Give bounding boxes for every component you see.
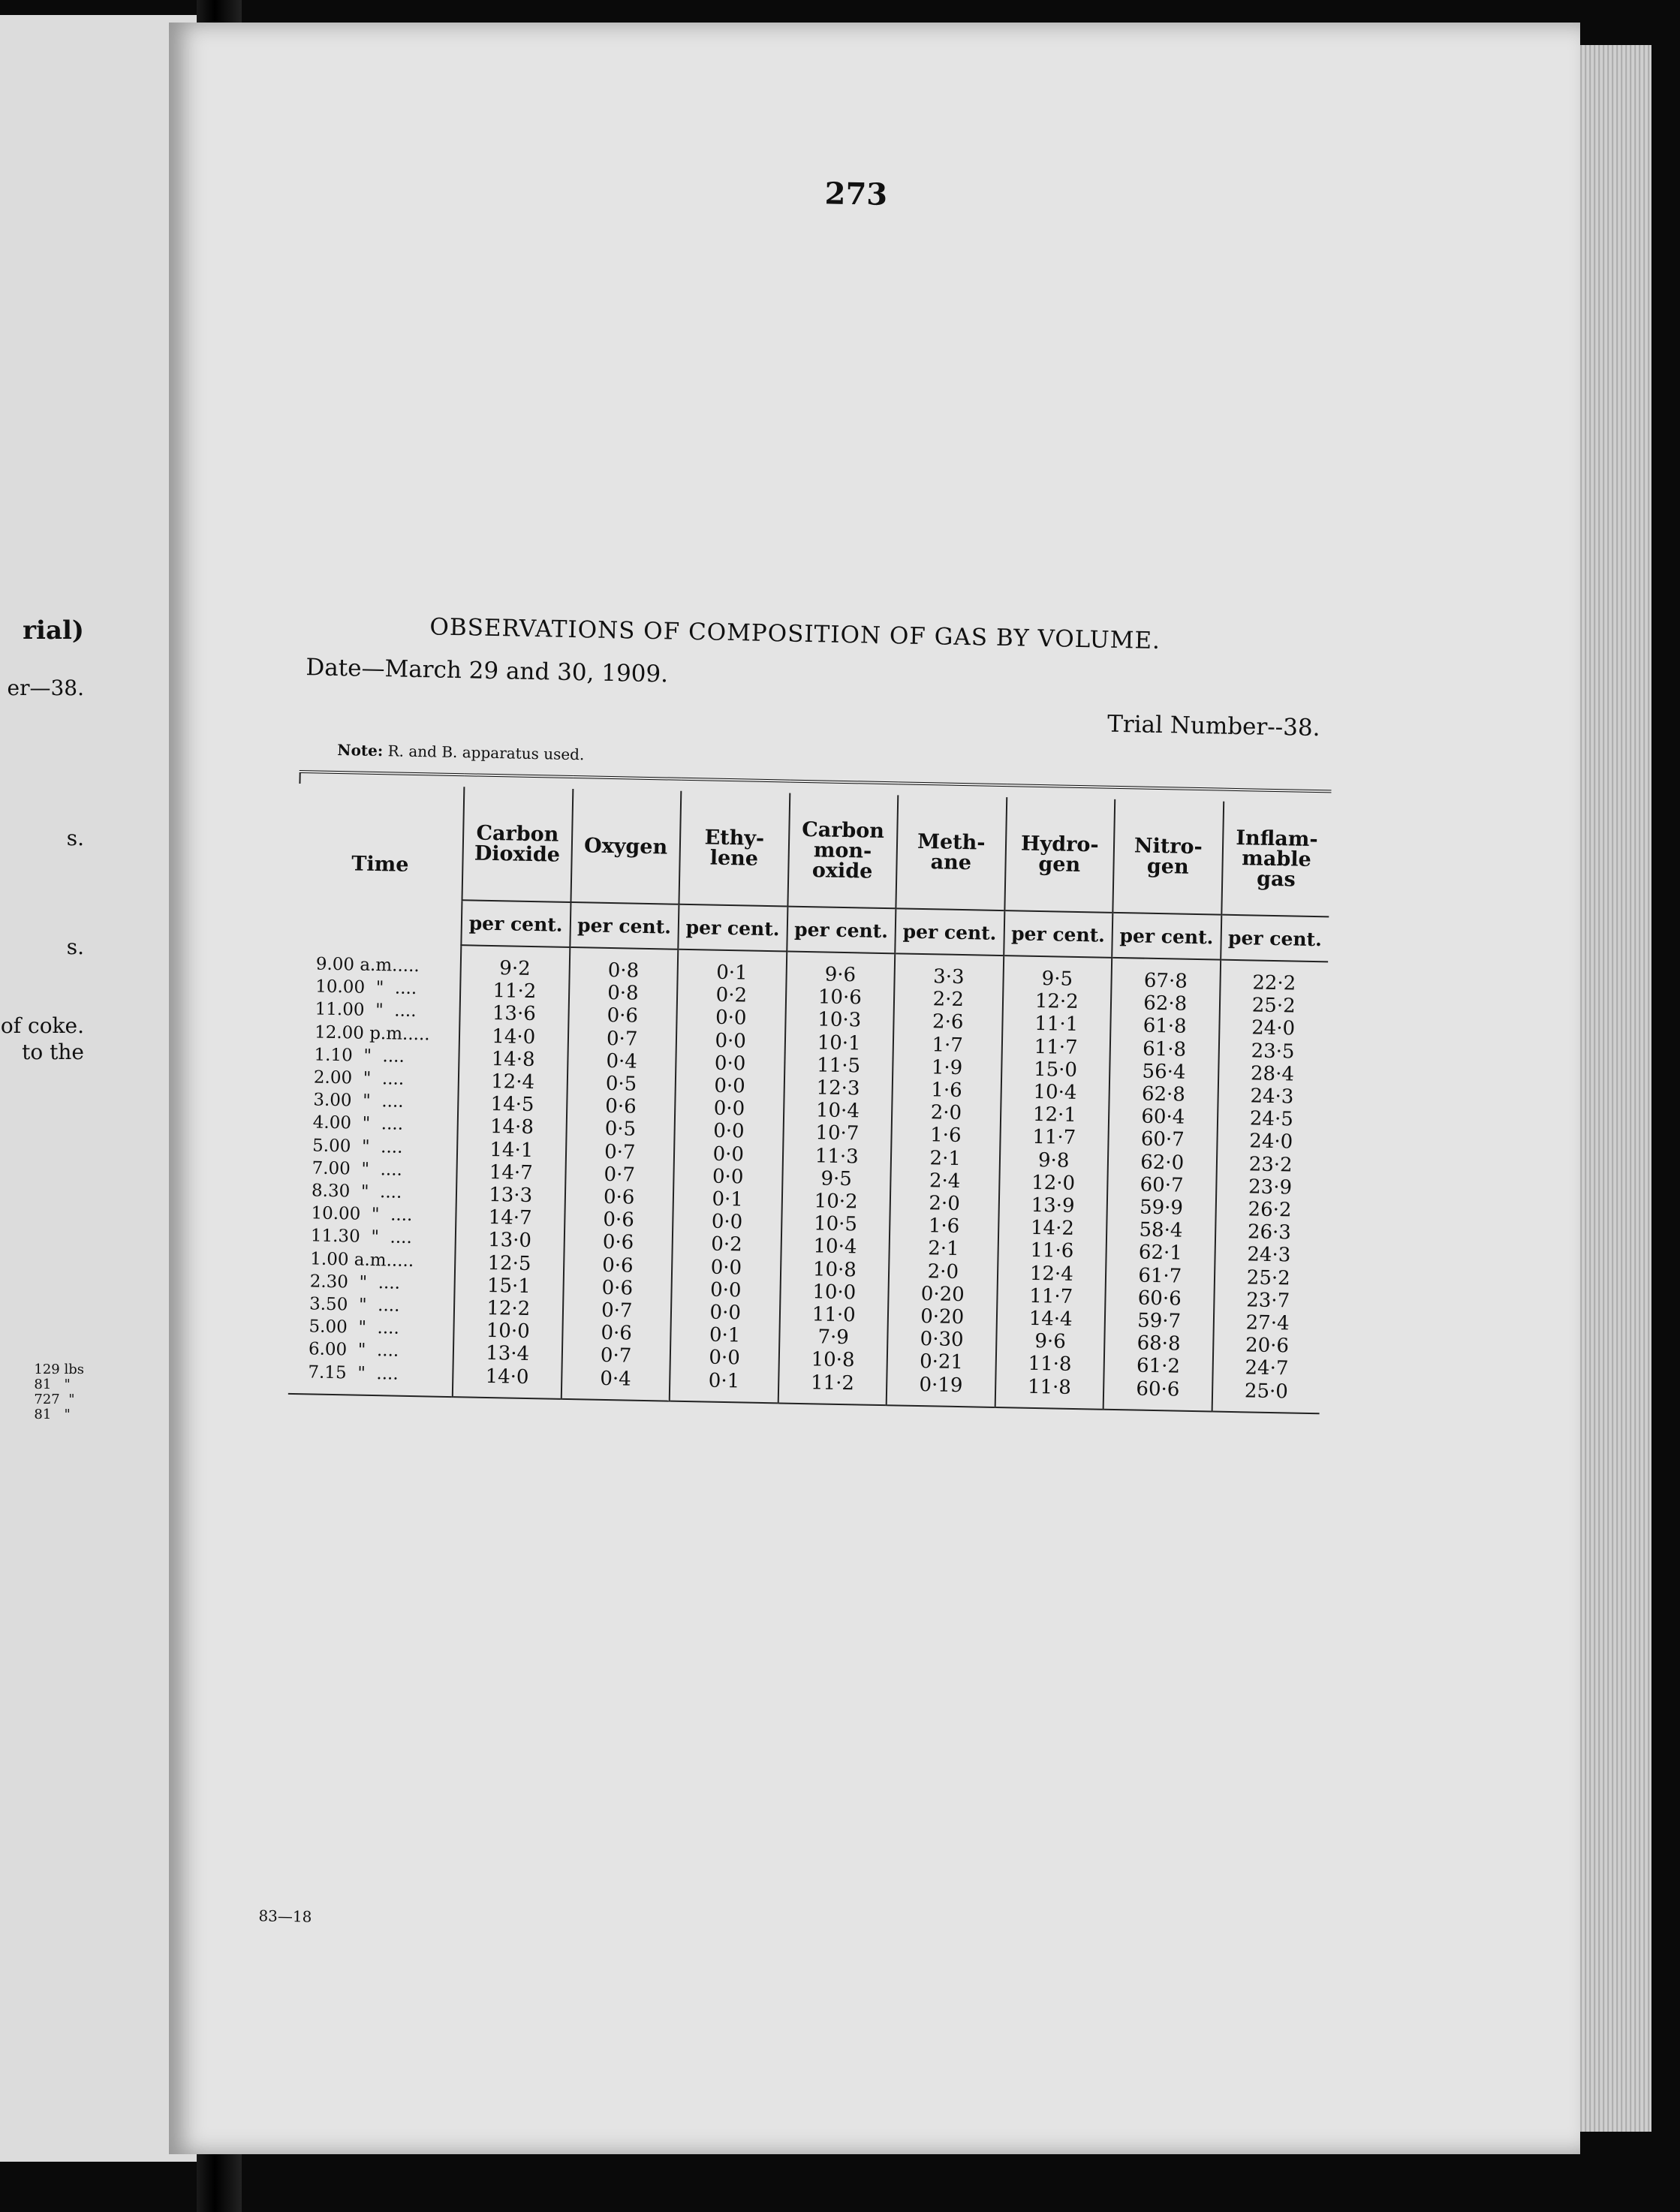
methane-cell: 0·20 bbox=[920, 1305, 965, 1329]
oxygen-cell: 0·6 bbox=[601, 1322, 633, 1345]
left-page-mark-1: s. bbox=[66, 826, 84, 850]
carbon-dioxide-cell: 9·2 bbox=[499, 957, 531, 980]
carbon-dioxide-cell: 13·3 bbox=[488, 1184, 533, 1208]
hydrogen-cell: 11·8 bbox=[1028, 1353, 1072, 1377]
carbon-dioxide-cell: 14·5 bbox=[490, 1093, 534, 1117]
nitrogen-cell: 62·8 bbox=[1141, 1082, 1186, 1106]
inflammable-gas-cell: 26·3 bbox=[1247, 1220, 1292, 1244]
hydrogen-cell: 12·0 bbox=[1031, 1171, 1076, 1195]
oxygen-cell: 0·7 bbox=[604, 1163, 636, 1187]
nitrogen-cell: 56·4 bbox=[1142, 1060, 1186, 1084]
ethylene-cell: 0·0 bbox=[709, 1278, 742, 1302]
ethylene-cell: 0·0 bbox=[714, 1052, 746, 1076]
methane-cell: 2·0 bbox=[927, 1259, 959, 1284]
carbon-dioxide-cell: 14·7 bbox=[488, 1206, 532, 1230]
left-page-mark-2: s. bbox=[66, 934, 84, 959]
hydrogen-cell: 10·4 bbox=[1033, 1080, 1077, 1104]
date-line: Date—March 29 and 30, 1909. bbox=[306, 654, 669, 688]
carbon-dioxide-cell: 14·7 bbox=[489, 1160, 534, 1184]
nitrogen-cell: 62·0 bbox=[1140, 1151, 1185, 1175]
carbon-dioxide-cell: 13·4 bbox=[485, 1342, 530, 1366]
ethylene-cell: 0·0 bbox=[712, 1165, 744, 1189]
oxygen-cell: 0·7 bbox=[601, 1299, 633, 1323]
hydrogen-cell: 11·1 bbox=[1034, 1013, 1079, 1037]
left-page-heading: rial) bbox=[23, 615, 84, 646]
oxygen-cell: 0·7 bbox=[606, 1027, 638, 1051]
footer-signature: 83—18 bbox=[258, 1907, 312, 1926]
oxygen-cell: 0·7 bbox=[600, 1344, 632, 1368]
carbon-dioxide-cell: 13·6 bbox=[492, 1002, 537, 1026]
methane-cell: 1·9 bbox=[931, 1056, 963, 1079]
carbon-monoxide-cell: 9·5 bbox=[820, 1167, 853, 1191]
methane-cell: 1·6 bbox=[928, 1214, 960, 1238]
nitrogen-cell: 59·7 bbox=[1137, 1309, 1182, 1333]
header-inflammable-gas: Inflam- mable gas bbox=[1221, 802, 1331, 917]
oxygen-cell: 0·8 bbox=[607, 959, 640, 983]
ethylene-cell: 0·1 bbox=[709, 1323, 741, 1347]
unit-methane: per cent. bbox=[895, 908, 1004, 956]
column-carbon-dioxide bbox=[453, 945, 570, 1399]
carbon-monoxide-cell: 10·8 bbox=[811, 1348, 855, 1372]
column-inflammable-gas bbox=[1212, 960, 1328, 1414]
left-page-text-2: to the bbox=[22, 1040, 84, 1064]
header-nitrogen: Nitro- gen bbox=[1112, 799, 1223, 915]
ethylene-cell: 0·0 bbox=[709, 1301, 742, 1325]
time-cell: 1.10 " .... bbox=[314, 1045, 405, 1067]
ethylene-cell: 0·0 bbox=[710, 1256, 742, 1280]
hydrogen-cell: 11·8 bbox=[1027, 1375, 1072, 1399]
methane-cell: 0·21 bbox=[919, 1350, 964, 1374]
methane-cell: 2·0 bbox=[929, 1192, 961, 1216]
inflammable-gas-cell: 24·7 bbox=[1245, 1356, 1289, 1380]
oxygen-cell: 0·6 bbox=[605, 1095, 637, 1118]
nitrogen-cell: 61·8 bbox=[1142, 1037, 1187, 1061]
methane-cell: 0·19 bbox=[919, 1373, 963, 1397]
oxygen-cell: 0·6 bbox=[601, 1253, 634, 1278]
header-time: Time bbox=[351, 852, 409, 877]
time-cell: 7.15 " .... bbox=[308, 1362, 399, 1384]
methane-cell: 2·1 bbox=[927, 1237, 959, 1261]
carbon-dioxide-cell: 11·2 bbox=[492, 980, 537, 1004]
carbon-monoxide-cell: 10·6 bbox=[817, 986, 863, 1010]
oxygen-cell: 0·6 bbox=[603, 1208, 635, 1232]
inflammable-gas-cell: 23·2 bbox=[1248, 1153, 1293, 1177]
column-time bbox=[288, 942, 462, 1397]
inflammable-gas-cell: 27·4 bbox=[1245, 1311, 1290, 1335]
carbon-monoxide-cell: 11·5 bbox=[816, 1054, 861, 1078]
trial-number: Trial Number--38. bbox=[1106, 710, 1320, 742]
carbon-monoxide-cell: 10·2 bbox=[814, 1190, 858, 1214]
unit-carbon-dioxide: per cent. bbox=[461, 900, 571, 947]
note-label: Note: bbox=[337, 740, 384, 760]
inflammable-gas-cell: 26·2 bbox=[1248, 1198, 1292, 1222]
carbon-monoxide-cell: 11·2 bbox=[810, 1371, 855, 1395]
carbon-dioxide-cell: 10·0 bbox=[486, 1320, 530, 1344]
unit-hydrogen: per cent. bbox=[1004, 910, 1113, 958]
hydrogen-cell: 11·7 bbox=[1034, 1035, 1078, 1059]
inflammable-gas-cell: 23·5 bbox=[1251, 1040, 1295, 1064]
carbon-monoxide-cell: 11·3 bbox=[814, 1144, 860, 1169]
time-cell: 8.30 " .... bbox=[311, 1181, 402, 1202]
hydrogen-cell: 9·6 bbox=[1034, 1330, 1067, 1354]
carbon-dioxide-cell: 12·5 bbox=[487, 1251, 531, 1275]
carbon-dioxide-cell: 14·0 bbox=[485, 1365, 529, 1389]
gas-composition-table bbox=[288, 770, 1332, 1414]
hydrogen-cell: 12·1 bbox=[1032, 1103, 1077, 1127]
ethylene-cell: 0·2 bbox=[711, 1233, 742, 1256]
ethylene-cell: 0·2 bbox=[715, 983, 748, 1007]
hydrogen-cell: 12·4 bbox=[1029, 1262, 1074, 1286]
note-text: R. and B. apparatus used. bbox=[387, 742, 585, 764]
methane-cell: 3·3 bbox=[932, 965, 965, 989]
ethylene-cell: 0·0 bbox=[711, 1210, 743, 1234]
hydrogen-cell: 11·7 bbox=[1029, 1284, 1073, 1308]
table-body-row bbox=[288, 942, 1328, 1413]
methane-cell: 2·0 bbox=[930, 1101, 962, 1125]
oxygen-cell: 0·8 bbox=[607, 982, 639, 1005]
inflammable-gas-cell: 25·2 bbox=[1246, 1266, 1291, 1290]
time-cell: 2.30 " .... bbox=[309, 1272, 401, 1293]
inflammable-gas-cell: 25·2 bbox=[1251, 994, 1296, 1018]
inflammable-gas-cell: 23·7 bbox=[1245, 1289, 1290, 1313]
carbon-monoxide-cell: 11·0 bbox=[811, 1303, 856, 1327]
column-oxygen bbox=[561, 947, 678, 1401]
inflammable-gas-cell: 23·9 bbox=[1248, 1175, 1293, 1199]
methane-cell: 1·6 bbox=[929, 1124, 962, 1148]
inflammable-gas-cell: 22·2 bbox=[1252, 971, 1296, 995]
hydrogen-cell: 14·2 bbox=[1030, 1217, 1075, 1241]
methane-cell: 2·2 bbox=[932, 988, 965, 1012]
unit-nitrogen: per cent. bbox=[1112, 913, 1221, 960]
page-edges bbox=[1569, 45, 1651, 2132]
nitrogen-cell: 58·4 bbox=[1139, 1218, 1183, 1242]
inflammable-gas-cell: 24·3 bbox=[1247, 1243, 1291, 1267]
nitrogen-cell: 60·7 bbox=[1140, 1173, 1184, 1197]
carbon-dioxide-cell: 13·0 bbox=[487, 1229, 532, 1253]
time-cell: 3.00 " .... bbox=[313, 1090, 404, 1112]
carbon-monoxide-cell: 10·4 bbox=[815, 1099, 860, 1123]
time-cell: 11.00 " .... bbox=[315, 999, 417, 1022]
carbon-dioxide-cell: 12·2 bbox=[486, 1296, 531, 1321]
carbon-monoxide-cell: 10·7 bbox=[815, 1121, 860, 1145]
unit-ethylene: per cent. bbox=[678, 904, 787, 952]
carbon-dioxide-cell: 14·8 bbox=[491, 1047, 535, 1071]
carbon-monoxide-cell: 10·0 bbox=[812, 1281, 857, 1305]
methane-cell: 1·6 bbox=[931, 1079, 962, 1103]
inflammable-gas-cell: 24·0 bbox=[1249, 1130, 1293, 1154]
time-cell: 11.30 " .... bbox=[310, 1226, 413, 1248]
ethylene-cell: 0·1 bbox=[708, 1369, 740, 1393]
table-title: OBSERVATIONS OF COMPOSITION OF GAS BY VOLUME. bbox=[429, 613, 1161, 655]
unit-oxygen: per cent. bbox=[570, 902, 679, 950]
time-cell: 10.00 " .... bbox=[315, 977, 417, 999]
main-page bbox=[169, 23, 1580, 2154]
header-hydrogen: Hydro- gen bbox=[1004, 797, 1115, 913]
oxygen-cell: 0·6 bbox=[603, 1185, 635, 1209]
inflammable-gas-cell: 24·5 bbox=[1249, 1107, 1294, 1131]
nitrogen-cell: 62·8 bbox=[1143, 992, 1188, 1016]
inflammable-gas-cell: 24·0 bbox=[1251, 1016, 1296, 1040]
time-cell: 1.00 a.m..... bbox=[310, 1249, 414, 1271]
table-header-row bbox=[298, 784, 1332, 916]
carbon-dioxide-cell: 15·1 bbox=[486, 1274, 531, 1298]
carbon-dioxide-cell: 14·0 bbox=[492, 1025, 536, 1049]
nitrogen-cell: 68·8 bbox=[1137, 1332, 1181, 1356]
carbon-monoxide-cell: 7·9 bbox=[817, 1326, 850, 1350]
nitrogen-cell: 60·4 bbox=[1141, 1105, 1185, 1129]
nitrogen-cell: 61·7 bbox=[1138, 1264, 1182, 1288]
oxygen-cell: 0·6 bbox=[607, 1004, 639, 1028]
inflammable-gas-cell: 20·6 bbox=[1245, 1334, 1290, 1358]
nitrogen-cell: 67·8 bbox=[1143, 969, 1188, 993]
column-ethylene bbox=[670, 950, 787, 1404]
left-page-subheading: er—38. bbox=[7, 676, 84, 700]
carbon-monoxide-cell: 12·3 bbox=[816, 1076, 860, 1100]
nitrogen-cell: 61·2 bbox=[1136, 1355, 1181, 1379]
inflammable-gas-cell: 25·0 bbox=[1244, 1380, 1289, 1404]
oxygen-cell: 0·5 bbox=[605, 1072, 637, 1096]
time-cell: 4.00 " .... bbox=[312, 1112, 404, 1135]
hydrogen-cell: 9·8 bbox=[1037, 1148, 1070, 1172]
carbon-dioxide-cell: 12·4 bbox=[490, 1070, 535, 1094]
unit-carbon-monoxide: per cent. bbox=[787, 907, 896, 954]
carbon-dioxide-cell: 14·8 bbox=[489, 1115, 534, 1139]
hydrogen-cell: 12·2 bbox=[1034, 990, 1079, 1014]
hydrogen-cell: 9·5 bbox=[1041, 968, 1073, 991]
nitrogen-cell: 59·9 bbox=[1139, 1196, 1184, 1220]
time-cell: 9.00 a.m..... bbox=[315, 954, 420, 977]
page-number: 273 bbox=[824, 176, 888, 212]
carbon-monoxide-cell: 10·1 bbox=[817, 1031, 861, 1055]
time-cell: 2.00 " .... bbox=[313, 1067, 405, 1089]
hydrogen-cell: 13·9 bbox=[1031, 1193, 1075, 1217]
left-page-text-1: of coke. bbox=[0, 1013, 84, 1038]
time-cell: 5.00 " .... bbox=[309, 1317, 400, 1338]
methane-cell: 2·4 bbox=[929, 1169, 961, 1193]
carbon-dioxide-cell: 14·1 bbox=[489, 1138, 534, 1162]
left-page-weights: 129 lbs 81 " 727 " 81 " bbox=[34, 1362, 84, 1422]
header-carbon-monoxide: Carbon mon- oxide bbox=[787, 793, 898, 909]
page-content bbox=[169, 23, 1580, 2154]
ethylene-cell: 0·0 bbox=[715, 1007, 747, 1030]
column-carbon-monoxide bbox=[778, 952, 895, 1406]
previous-page-fragment bbox=[0, 15, 197, 2162]
ethylene-cell: 0·1 bbox=[712, 1187, 744, 1211]
ethylene-cell: 0·0 bbox=[715, 1029, 747, 1053]
oxygen-cell: 0·6 bbox=[602, 1231, 634, 1255]
oxygen-cell: 0·4 bbox=[606, 1049, 638, 1073]
note bbox=[337, 741, 585, 763]
nitrogen-cell: 60·6 bbox=[1136, 1377, 1180, 1401]
nitrogen-cell: 60·6 bbox=[1137, 1287, 1182, 1311]
column-nitrogen bbox=[1103, 958, 1221, 1412]
methane-cell: 1·7 bbox=[932, 1033, 964, 1057]
time-cell: 10.00 " .... bbox=[311, 1203, 413, 1226]
ethylene-cell: 0·0 bbox=[709, 1347, 741, 1370]
header-ethylene: Ethy- lene bbox=[679, 791, 789, 907]
ethylene-cell: 0·0 bbox=[714, 1074, 746, 1098]
methane-cell: 2·1 bbox=[929, 1146, 962, 1170]
column-hydrogen bbox=[995, 956, 1112, 1410]
time-cell: 7.00 " .... bbox=[312, 1158, 403, 1180]
unit-inflammable-gas: per cent. bbox=[1221, 915, 1329, 962]
carbon-monoxide-cell: 10·3 bbox=[817, 1008, 862, 1032]
carbon-monoxide-cell: 10·8 bbox=[812, 1257, 857, 1282]
hydrogen-cell: 14·4 bbox=[1028, 1307, 1073, 1331]
ethylene-cell: 0·0 bbox=[713, 1097, 745, 1121]
time-cell: 6.00 " .... bbox=[308, 1339, 399, 1362]
carbon-monoxide-cell: 9·6 bbox=[824, 963, 857, 987]
hydrogen-cell: 11·6 bbox=[1030, 1239, 1074, 1263]
time-cell: 3.50 " .... bbox=[309, 1294, 400, 1316]
header-methane: Meth- ane bbox=[896, 795, 1006, 910]
oxygen-cell: 0·7 bbox=[604, 1140, 636, 1164]
carbon-monoxide-cell: 10·5 bbox=[813, 1212, 858, 1236]
nitrogen-cell: 60·7 bbox=[1140, 1128, 1185, 1152]
inflammable-gas-cell: 28·4 bbox=[1250, 1062, 1295, 1086]
methane-cell: 2·6 bbox=[932, 1010, 964, 1034]
inflammable-gas-cell: 24·3 bbox=[1250, 1085, 1294, 1109]
header-oxygen: Oxygen bbox=[571, 789, 681, 904]
ethylene-cell: 0·0 bbox=[712, 1120, 745, 1143]
hydrogen-cell: 11·7 bbox=[1032, 1126, 1076, 1150]
time-cell: 12.00 p.m..... bbox=[314, 1022, 430, 1045]
ethylene-cell: 0·0 bbox=[712, 1142, 745, 1166]
nitrogen-cell: 62·1 bbox=[1138, 1241, 1183, 1266]
header-carbon-dioxide: Carbon Dioxide bbox=[462, 787, 572, 902]
methane-cell: 0·30 bbox=[920, 1328, 964, 1352]
ethylene-cell: 0·1 bbox=[715, 961, 748, 985]
oxygen-cell: 0·5 bbox=[604, 1118, 637, 1142]
carbon-monoxide-cell: 10·4 bbox=[813, 1235, 857, 1259]
time-cell: 5.00 " .... bbox=[312, 1136, 403, 1157]
nitrogen-cell: 61·8 bbox=[1143, 1015, 1187, 1039]
column-methane bbox=[887, 953, 1004, 1407]
oxygen-cell: 0·6 bbox=[601, 1276, 634, 1300]
oxygen-cell: 0·4 bbox=[600, 1367, 631, 1391]
hydrogen-cell: 15·0 bbox=[1033, 1058, 1078, 1082]
methane-cell: 0·20 bbox=[920, 1282, 965, 1306]
